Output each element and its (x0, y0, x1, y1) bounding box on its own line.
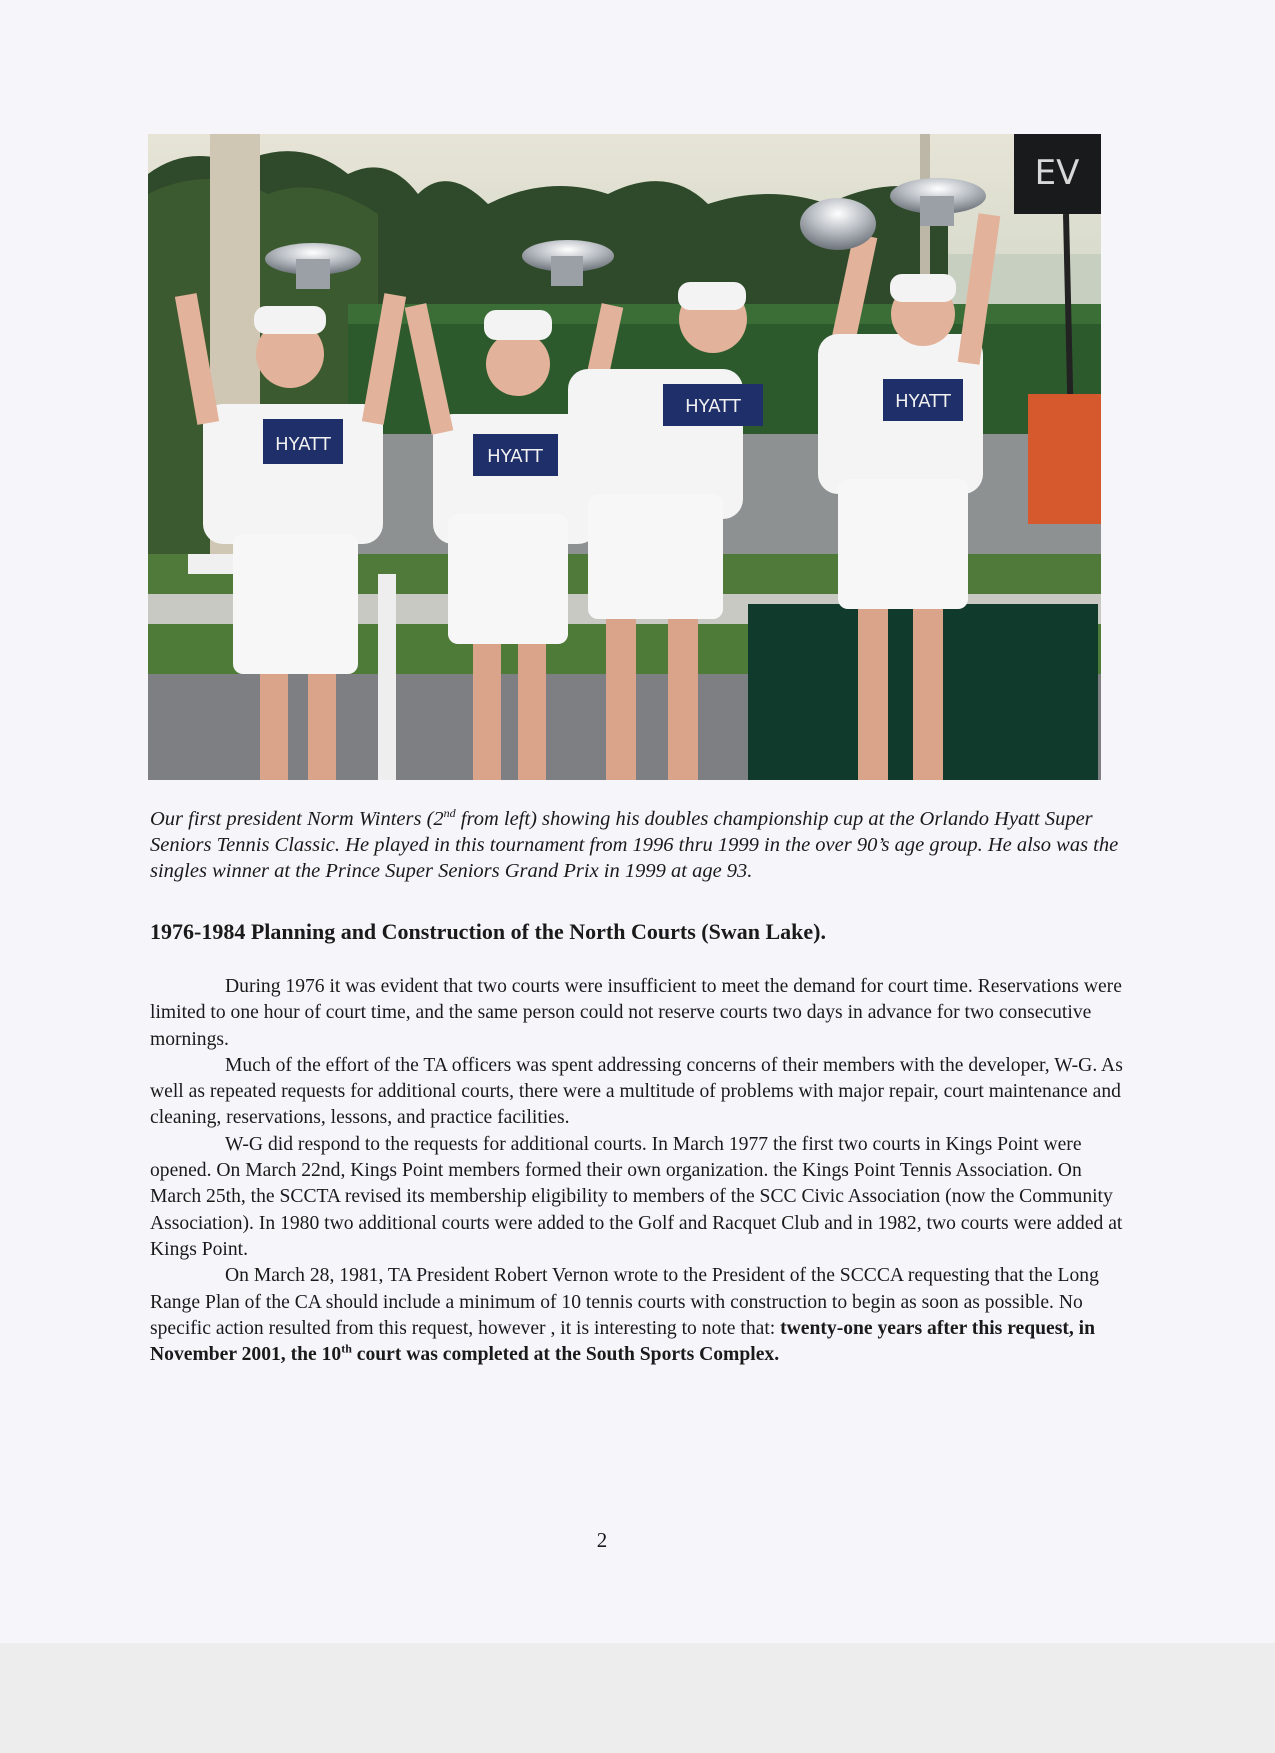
tennis-champions-photo (148, 134, 1101, 780)
scan-border (0, 1643, 1275, 1753)
shirt-text-2: HYATT (487, 446, 543, 467)
emphasis-text-b: court was completed at the South Sports Complex. (351, 1344, 780, 1366)
sign-text: EV (1034, 153, 1080, 193)
paragraph-2: Much of the effort of the TA officers was spent addressing concerns of their members with the developer, W-G. As well as repeated requests for additional courts, there were a multitude of problems with major repair, court maintenance and cleaning, reservations, lessons, and practice facilities. (150, 1054, 1123, 1129)
emphasis-superscript: th (341, 1341, 352, 1356)
shirt-text-3: HYATT (685, 396, 741, 417)
caption-text-end: from left) showing his doubles championship cup at the Orlando Hyatt Super Seniors Tennis Classic. He played in this tournament from 1996 thru 1999 in the over 90’s age group. He also was the singles winner at the Prince Super Seniors Grand Prix in 1999 at age 93. (150, 808, 1119, 882)
body-text (150, 974, 1130, 1368)
page-number: 2 (596, 1528, 608, 1552)
paragraph-1: During 1976 it was evident that two courts were insufficient to meet the demand for court time. Reservations were limited to one hour of court time, and the same person could not reserve courts two days in advance for two consecutive mornings. (150, 976, 1122, 1050)
section-heading: 1976-1984 Planning and Construction of the North Courts (Swan Lake). (150, 919, 826, 944)
paragraph-3: W-G did respond to the requests for additional courts. In March 1977 the first two courts in Kings Point were opened. On March 22nd, Kings Point members formed their own organization. the Kings Point Tennis Association. On March 25th, the SCCTA revised its membership eligibility to members of the SCC Civic Association (now the Community Association). In 1980 two additional courts were added to the Golf and Racquet Club and in 1982, two courts were added at Kings Point. (150, 1133, 1123, 1260)
paragraph-4-text: On March 28, 1981, TA President Robert Vernon wrote to the President of the SCCCA requesting that the Long Range Plan of the CA should include a minimum of 10 tennis courts with construction to begin as soon as possible. No specific action resulted from this request, however , it is interesting to note that: (150, 1265, 1099, 1339)
shirt-text-4: HYATT (895, 391, 951, 412)
paragraph-4 (150, 1263, 1130, 1368)
caption-superscript: nd (443, 806, 456, 821)
caption-text-start: Our first president Norm Winters (2 (150, 808, 444, 830)
emphasis-text-a: twenty-one years after this request, in November 2001, the 10 (150, 1317, 1096, 1366)
shirt-text-1: HYATT (275, 434, 331, 455)
photo-caption (150, 806, 1130, 884)
